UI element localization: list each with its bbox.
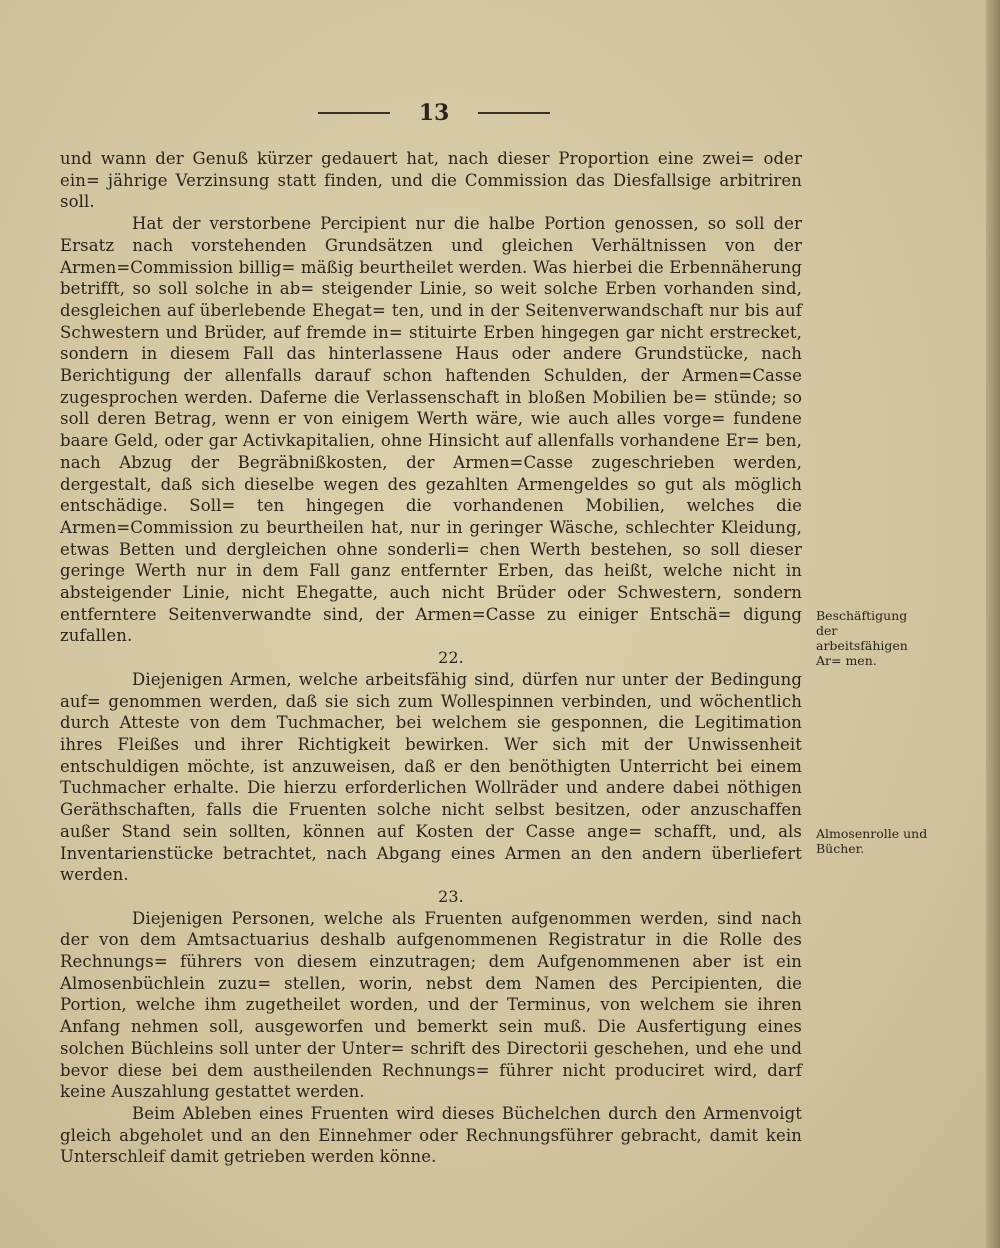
section-number-23: 23. [438,886,464,906]
paragraph-section-22: Diejenigen Armen, welche arbeitsfähig sind, dürfen nur unter der Bedingung auf= genommen werden, daß sie sich zum Wollespinnen verbinden, und wöchentlich durch Atteste von dem Tuchmacher, bei welchem sie gesponnen, die Legitimation ihres Fleißes und ihrer Richtigkeit bewirken. Wer sich mit der Unwissenheit entschuldigen möchte, ist anzuweisen, daß er den benöthigten Unterricht bei einem Tuchmacher erhalte. Die hierzu erforderlichen Wollräder und andere dabei nöthigen Geräthschaften, falls die Fruenten solche nicht selbst besitzen, oder anzuschaffen außer Stand sein sollten, können auf Kosten der Casse ange= schafft, und, als Inventarienstücke betrachtet, nach Abgang eines Armen an den andern überliefert werden. [60,669,802,885]
paragraph-death-of-fruent: Beim Ableben eines Fruenten wird dieses Büchelchen durch den Armenvoigt gleich abgeholet und an den Einnehmer oder Rechnungsführer gebracht, damit kein Unterschleif damit getrieben werden könne. [60,1103,802,1167]
margin-note-employment: Beschäftigung der arbeitsfähigen Ar= men. [816,608,908,668]
page-number: 13 [418,100,450,126]
page-edge-shadow [986,0,1000,1248]
header-rule-right [478,112,550,114]
paragraph-inheritance: Hat der verstorbene Percipient nur die halbe Portion genossen, so soll der Ersatz nach vorstehenden Grundsätzen und gleichen Verhältnissen von der Armen=Commission billig= mäßig beurtheilet werden. Was hierbei die Erbennäherung betrifft, so soll solche in ab= steigender Linie, so weit solche Erben vorhanden sind, desgleichen auf überlebende Ehegat= ten, und in der Seitenverwandschaft nur bis auf Schwestern und Brüder, auf fremde in= stituirte Erben hingegen gar nicht erstrecket, sondern in diesem Fall das hinterlassene Haus oder andere Grundstücke, nach Berichtigung der allenfalls darauf schon haftenden Schulden, der Armen=Casse zugesprochen werden. Daferne die Verlassenschaft in bloßen Mobilien be= stünde; so soll deren Betrag, wenn er von einigem Werth wäre, wie auch alles vorge= fundene baare Geld, oder gar Activkapitalien, ohne Hinsicht auf allenfalls vorhandene Er= ben, nach Abzug der Begräbnißkosten, der Armen=Casse zugeschrieben werden, dergestalt, daß sich dieselbe wegen des gezahlten Armengeldes so gut als möglich entschädige. Soll= ten hingegen die vorhandenen Mobilien, welches die Armen=Commission zu beurtheilen hat, nur in geringer Wäsche, schlechter Kleidung, etwas Betten und dergleichen ohne sonderli= chen Werth bestehen, so soll dieser geringe Werth nur in dem Fall ganz entfernter Erben, das heißt, welche nicht in absteigender Linie, nicht Ehegatte, auch nicht Brüder oder Schwestern, sondern entferntere Seitenverwandte sind, der Armen=Casse zu einiger Entschä= digung zufallen. [60,214,802,646]
header-rule-left [318,112,390,114]
margin-note-almsroll: Almosenrolle und Bücher. [816,826,928,856]
page-header [318,96,550,130]
body-text [60,148,802,1168]
paragraph-continuation: und wann der Genuß kürzer gedauert hat, nach dieser Proportion eine zwei= oder ein= jährige Verzinsung statt finden, und die Commission das Diesfallsige arbitriren soll. [60,149,802,212]
paragraph-section-23: Diejenigen Personen, welche als Fruenten aufgenommen werden, sind nach der von dem Amtsactuarius deshalb aufgenommenen Registratur in die Rolle des Rechnungs= führers von diesem einzutragen; dem Aufgenommenen aber ist ein Almosenbüchlein zuzu= stellen, worin, nebst dem Namen des Percipienten, die Portion, welche ihm zugetheilet worden, und der Terminus, von welchem sie ihren Anfang nehmen soll, ausgeworfen und bemerkt sein muß. Die Ausfertigung eines solchen Büchleins soll unter der Unter= schrift des Directorii geschehen, und ehe und bevor diese bei dem austheilenden Rechnungs= führer nicht produciret wird, darf keine Auszahlung gestattet werden. [60,908,802,1102]
section-number-22: 22. [438,648,464,668]
